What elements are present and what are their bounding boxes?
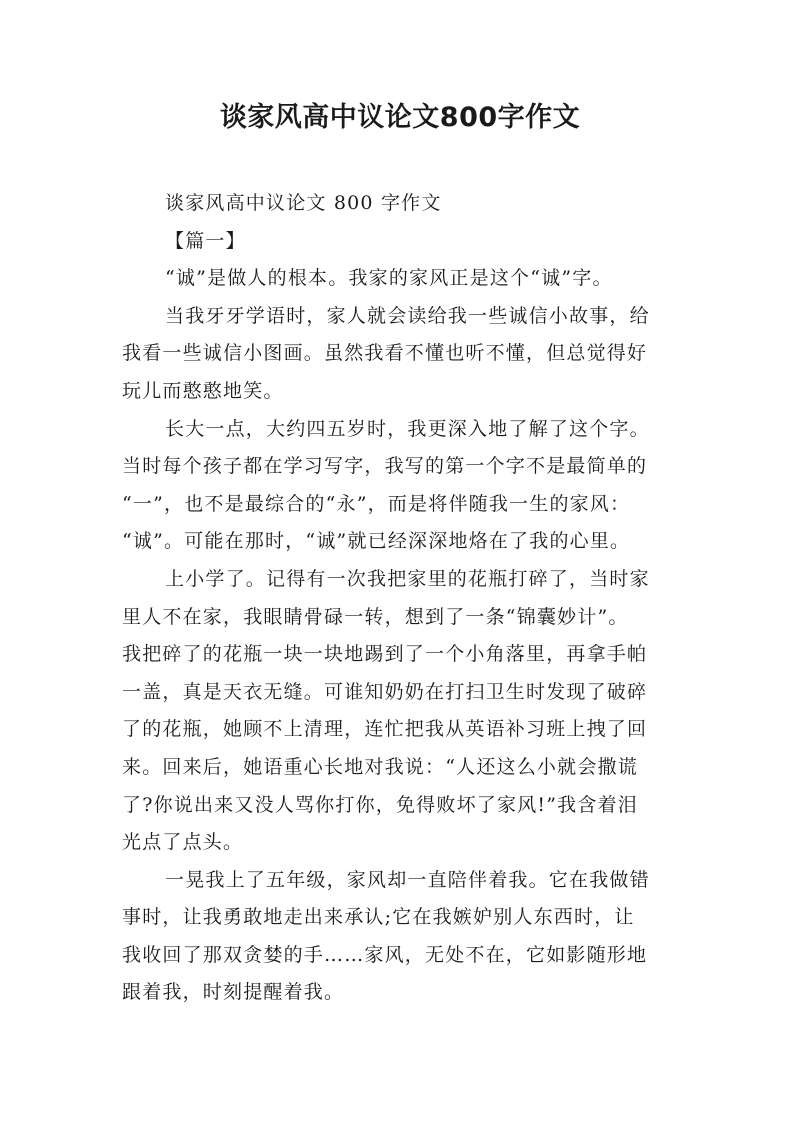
paragraph-line: 光点了点头。 bbox=[122, 831, 244, 854]
paragraph-line: “诚”是做人的根本。我家的家风正是这个“诚”字。 bbox=[165, 267, 613, 290]
paragraph-line: 里人不在家，我眼睛骨碌一转，想到了一条“锦囊妙计”。 bbox=[122, 605, 629, 628]
paragraph-line: 了?你说出来又没人骂你打你，免得败坏了家风!”我含着泪 bbox=[122, 793, 638, 816]
paragraph-line: 长大一点，大约四五岁时，我更深入地了解了这个字。 bbox=[165, 417, 650, 440]
subtitle-line: 谈家风高中议论文 800 字作文 bbox=[165, 192, 442, 214]
paragraph-line: “诚”。可能在那时，“诚”就已经深深地烙在了我的心里。 bbox=[122, 530, 631, 553]
paragraph-line: 当我牙牙学语时，家人就会读给我一些诚信小故事，给 bbox=[165, 304, 650, 327]
paragraph-line: 一晃我上了五年级，家风却一直陪伴着我。它在我做错 bbox=[165, 868, 650, 891]
paragraph-line: 我收回了那双贪婪的手……家风，无处不在，它如影随形地 bbox=[122, 943, 648, 966]
paragraph-line: 来。回来后，她语重心长地对我说：“人还这么小就会撒谎 bbox=[122, 755, 638, 778]
paragraph-line: 跟着我，时刻提醒着我。 bbox=[122, 981, 345, 1004]
paragraph-line: 当时每个孩子都在学习写字，我写的第一个字不是最简单的 bbox=[122, 455, 648, 478]
paragraph-line: 我把碎了的花瓶一块一块地踢到了一个小角落里，再拿手帕 bbox=[122, 643, 648, 666]
paragraph-line: 了的花瓶，她顾不上清理，连忙把我从英语补习班上拽了回 bbox=[122, 718, 648, 741]
paragraph-line: “一”，也不是最综合的“永”，而是将伴随我一生的家风： bbox=[122, 492, 631, 515]
paragraph-line: 我看一些诚信小图画。虽然我看不懂也听不懂，但总觉得好 bbox=[122, 342, 648, 365]
paragraph-line: 一盖，真是天衣无缝。可谁知奶奶在打扫卫生时发现了破碎 bbox=[122, 680, 648, 703]
section-heading: 【篇一】 bbox=[165, 229, 246, 252]
paragraph-line: 上小学了。记得有一次我把家里的花瓶打碎了，当时家 bbox=[165, 567, 650, 590]
paragraph-line: 玩儿而憨憨地笑。 bbox=[122, 379, 284, 402]
paragraph-line: 事时，让我勇敢地走出来承认;它在我嫉妒别人东西时，让 bbox=[122, 906, 635, 929]
document-title: 谈家风高中议论文800字作文 bbox=[219, 102, 581, 133]
document-body bbox=[122, 185, 692, 1012]
